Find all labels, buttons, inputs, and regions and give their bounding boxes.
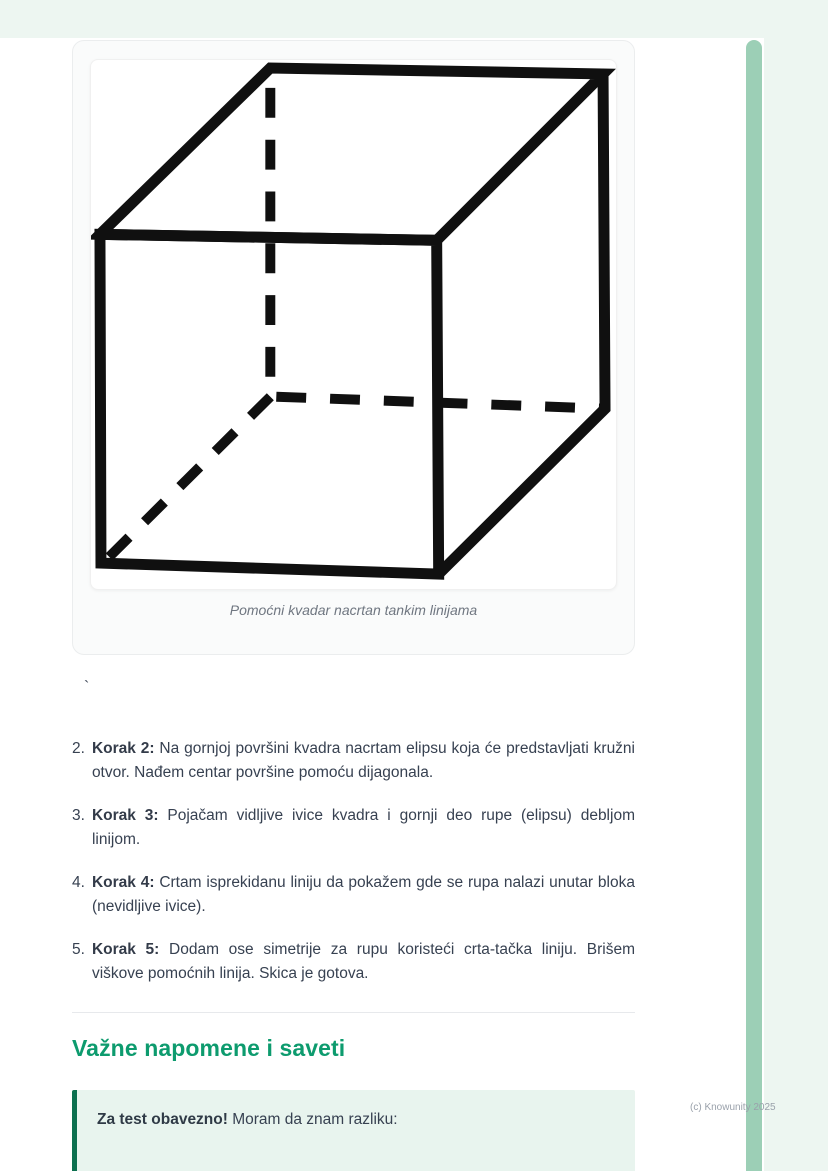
list-item-text	[92, 871, 635, 919]
callout-label: Za test obavezno!	[97, 1111, 228, 1128]
step-body: Na gornjoj površini kvadra nacrtam elipsu koja će predstavljati kružni otvor. Nađem centar površine pomoću dijagonala.	[91, 740, 636, 781]
callout-body: Moram da znam razliku:	[227, 1111, 398, 1128]
list-item-number: 5.	[72, 941, 85, 958]
steps-list	[72, 737, 635, 986]
step-body: Pojačam vidljive ivice kvadra i gornji deo rupe (elipsu) debljom linijom.	[91, 807, 635, 848]
callout-text	[97, 1108, 615, 1132]
step-label: Korak 2:	[91, 740, 155, 757]
cuboid-drawing	[91, 60, 616, 589]
list-item	[72, 938, 635, 986]
list-item-number: 2.	[72, 740, 85, 757]
app-background-top	[0, 0, 828, 38]
section-divider	[72, 1012, 635, 1013]
section-heading: Važne napomene i saveti	[72, 1035, 346, 1061]
callout-box	[72, 1090, 635, 1171]
step-label: Korak 3:	[91, 807, 159, 824]
list-item-number: 4.	[72, 874, 85, 891]
step-label: Korak 4:	[91, 874, 155, 891]
list-item	[72, 737, 635, 785]
list-item-text	[92, 938, 635, 986]
figure-caption: Pomoćni kvadar nacrtan tankim linijama	[229, 602, 478, 618]
step-body: Dodam ose simetrije za rupu koristeći crta-tačka liniju. Brišem viškove pomoćnih linija. Skica je gotova.	[91, 941, 635, 982]
list-item-text	[92, 804, 635, 852]
list-item	[72, 804, 635, 852]
list-item	[72, 871, 635, 919]
cuboid-sketch-image	[90, 59, 617, 590]
step-label: Korak 5:	[91, 941, 160, 958]
watermark: (c) Knowunity 2025	[690, 1102, 776, 1113]
figure-card	[72, 40, 635, 655]
stray-backtick: `	[84, 679, 90, 696]
scrollbar-thumb[interactable]	[746, 40, 762, 1171]
list-item-text	[92, 737, 635, 785]
list-item-number: 3.	[72, 807, 85, 824]
app-background-right	[764, 0, 828, 1171]
step-body: Crtam isprekidanu liniju da pokažem gde se rupa nalazi unutar bloka (nevidljive ivice).	[91, 874, 635, 915]
document-content	[72, 40, 635, 1171]
